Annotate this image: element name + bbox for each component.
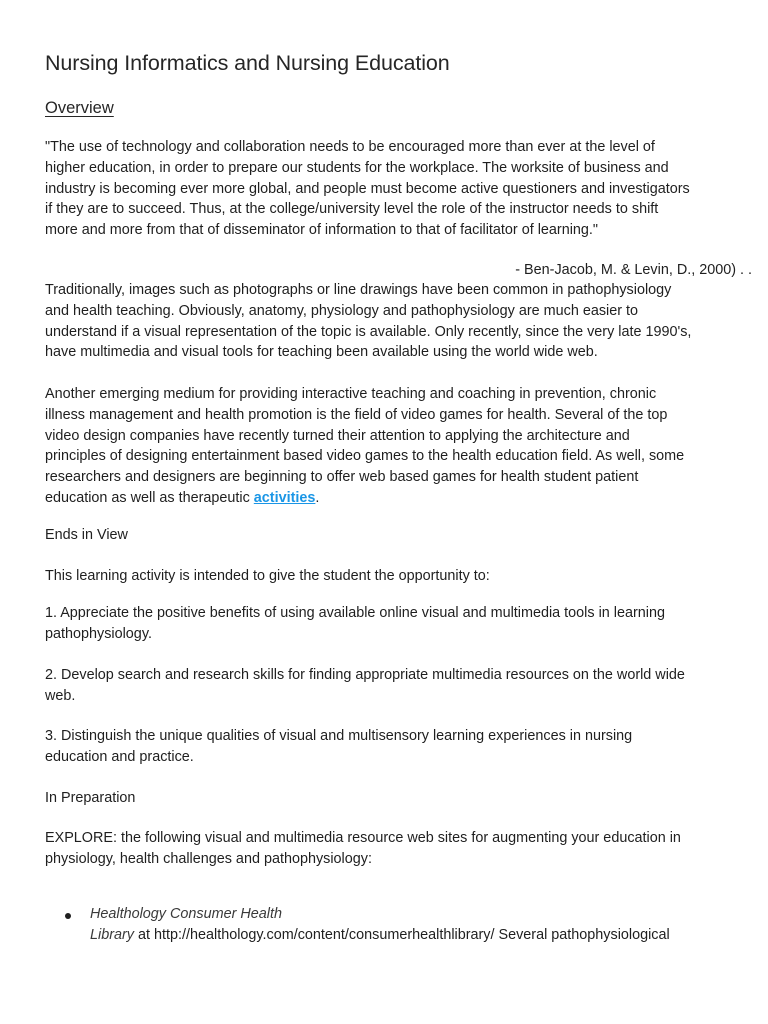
objective-item-2 bbox=[45, 665, 725, 707]
paragraph-text: education as well as therapeutic bbox=[45, 489, 254, 506]
paragraph-line: and health teaching. Obviously, anatomy, physiology and pathophysiology are much easier to bbox=[45, 302, 639, 319]
section-heading: Ends in View bbox=[45, 527, 128, 543]
paragraph-line: understand if a visual representation of the topic is available. Only recently, since the very late 1990's, bbox=[45, 323, 692, 340]
section-heading: In Preparation bbox=[45, 790, 136, 806]
resource-url-text: at http://healthology.com/content/consumerhealthlibrary/ Several pathophysiological bbox=[134, 926, 670, 943]
objective-line: 3. Distinguish the unique qualities of visual and multisensory learning experiences in nursing bbox=[45, 728, 633, 744]
quote-line: industry is becoming ever more global, and people must become active questioners and investigators bbox=[45, 180, 690, 197]
objective-line: web. bbox=[45, 687, 76, 704]
quote-attribution: - Ben-Jacob, M. & Levin, D., 2000) . . bbox=[515, 262, 752, 278]
paragraph-video-games bbox=[45, 384, 725, 509]
paragraph-line: EXPLORE: the following visual and multimedia resource web sites for augmenting your education in bbox=[45, 830, 681, 846]
list-item-line bbox=[90, 925, 670, 946]
objective-line: 1. Appreciate the positive benefits of using available online visual and multimedia tools in learning bbox=[45, 605, 665, 621]
objective-item-3 bbox=[45, 726, 725, 768]
list-item-line bbox=[90, 904, 670, 925]
overview-heading: Overview bbox=[45, 99, 114, 117]
intro-paragraph bbox=[45, 566, 725, 587]
paragraph-text: . bbox=[315, 489, 320, 506]
paragraph-line: physiology, health challenges and pathophysiology: bbox=[45, 850, 372, 867]
quote-paragraph bbox=[45, 137, 725, 241]
explore-paragraph bbox=[45, 828, 725, 870]
objective-item-1 bbox=[45, 603, 725, 645]
quote-line: more and more from that of disseminator of information to that of facilitator of learning." bbox=[45, 222, 599, 239]
paragraph-line: Traditionally, images such as photographs or line drawings have been common in pathophysiology bbox=[45, 282, 672, 298]
objective-line: education and practice. bbox=[45, 748, 194, 765]
paragraph-line: researchers and designers are beginning to offer web based games for health student patient bbox=[45, 469, 639, 486]
paragraph-line bbox=[45, 488, 725, 509]
quote-line: higher education, in order to prepare our students for the workplace. The worksite of business and bbox=[45, 159, 669, 176]
resource-name: Healthology Consumer Health bbox=[90, 906, 282, 922]
resource-name: Library bbox=[90, 926, 134, 943]
ends-in-view-heading bbox=[45, 525, 725, 546]
paragraph-line: Another emerging medium for providing interactive teaching and coaching in prevention, chronic bbox=[45, 386, 657, 402]
paragraph-line: principles of designing entertainment based video games to the health education field. As well, some bbox=[45, 448, 685, 465]
paragraph-line: illness management and health promotion is the field of video games for health. Several of the top bbox=[45, 406, 668, 423]
list-item bbox=[90, 904, 670, 946]
in-preparation-heading bbox=[45, 788, 725, 809]
quote-line: "The use of technology and collaboration needs to be encouraged more than ever at the level of bbox=[45, 139, 655, 155]
paragraph-line: have multimedia and visual tools for teaching been available using the world wide web. bbox=[45, 344, 598, 361]
activities-link[interactable]: activities bbox=[253, 489, 316, 506]
quote-line: if they are to succeed. Thus, at the college/university level the role of the instructor needs to shift bbox=[45, 201, 659, 218]
paragraph-traditionally bbox=[45, 280, 725, 363]
paragraph-line: This learning activity is intended to give the student the opportunity to: bbox=[45, 568, 490, 584]
objective-line: 2. Develop search and research skills for finding appropriate multimedia resources on the world wide bbox=[45, 667, 685, 683]
page-title: Nursing Informatics and Nursing Education bbox=[45, 51, 450, 75]
bullet-icon bbox=[65, 913, 71, 919]
objective-line: pathophysiology. bbox=[45, 625, 152, 642]
paragraph-line: video design companies have recently turned their attention to applying the architecture and bbox=[45, 427, 630, 444]
